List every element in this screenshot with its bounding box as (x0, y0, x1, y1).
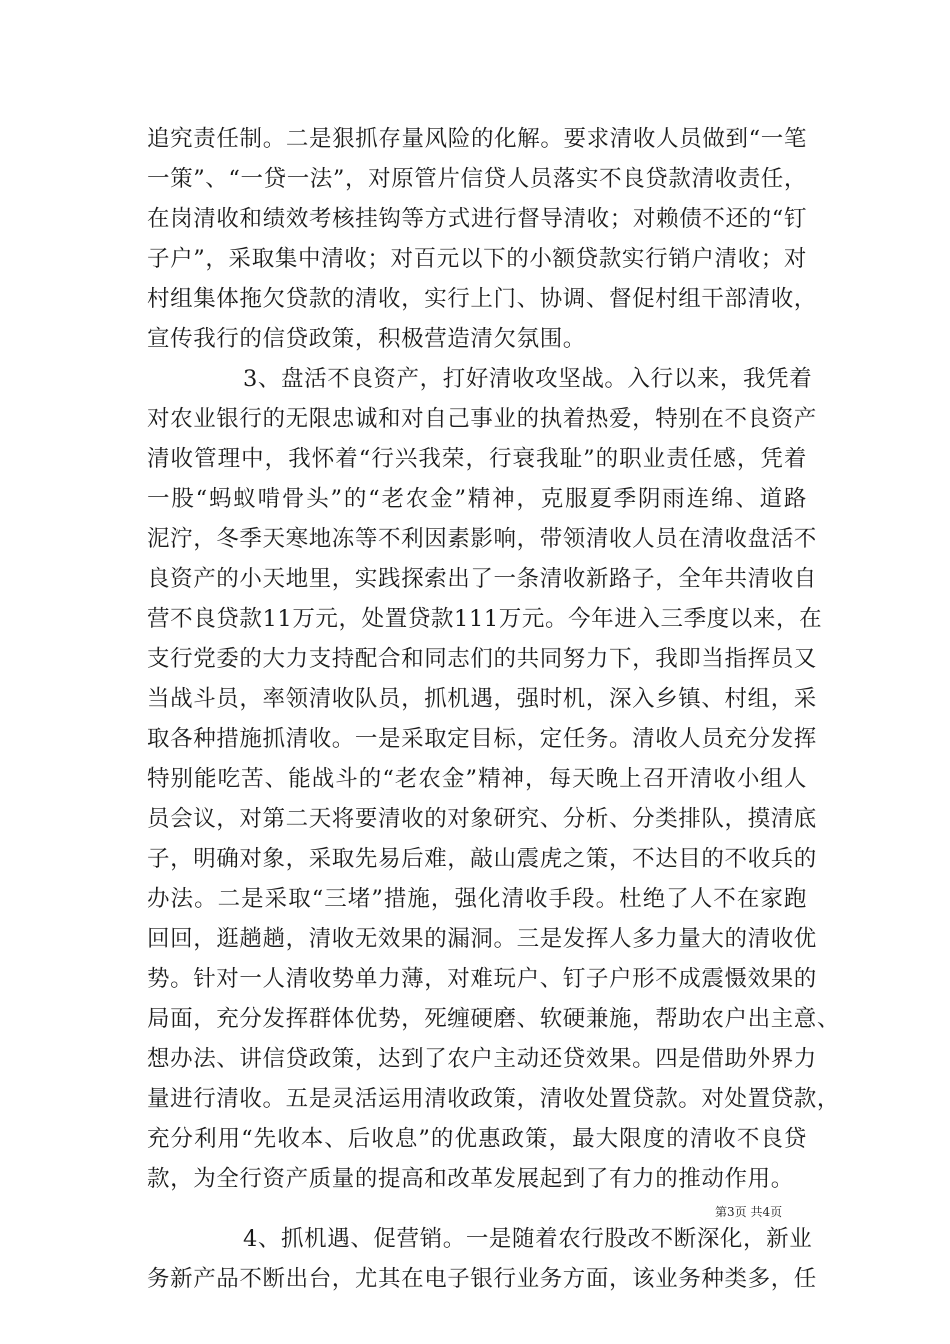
text-line: 清收管理中，我怀着“行兴我荣，行衰我耻”的职业责任感，凭着 (147, 446, 807, 472)
text-line: 当战斗员，率领清收队员，抓机遇，强时机，深入乡镇、村组，采 (147, 686, 817, 712)
text-line: 回回，逛趟趟，清收无效果的漏洞。三是发挥人多力量大的清收优 (147, 926, 817, 952)
text-line: 一股“蚂蚁啃骨头”的“老农金”精神，克服夏季阴雨连绵、道路 (147, 486, 807, 512)
text-line: 良资产的小天地里，实践探索出了一条清收新路子，全年共清收自 (147, 566, 817, 592)
text-line: 子户”，采取集中清收；对百元以下的小额贷款实行销户清收；对 (147, 246, 807, 272)
text-line: 务新产品不断出台，尤其在电子银行业务方面，该业务种类多，任 (147, 1266, 817, 1292)
text-line: 在岗清收和绩效考核挂钩等方式进行督导清收；对赖债不还的“钉 (147, 206, 807, 232)
text-line: 村组集体拖欠贷款的清收，实行上门、协调、督促村组干部清收， (147, 286, 817, 312)
paragraph-heading-4: 4、抓机遇、促营销。一是随着农行股改不断深化，新业 (243, 1226, 813, 1252)
text-line: 追究责任制。二是狠抓存量风险的化解。要求清收人员做到“一笔 (147, 126, 807, 152)
text-line: 营不良贷款11万元，处置贷款111万元。今年进入三季度以来，在 (147, 606, 823, 632)
page-number-footer: 第3页 共4页 (715, 1205, 783, 1219)
text-line: 量进行清收。五是灵活运用清收政策，清收处置贷款。对处置贷款， (147, 1086, 841, 1112)
text-line: 宣传我行的信贷政策，积极营造清欠氛围。 (147, 326, 586, 352)
text-line: 想办法、讲信贷政策，达到了农户主动还贷效果。四是借助外界力 (147, 1046, 817, 1072)
text-line: 局面，充分发挥群体优势，死缠硬磨、软硬兼施，帮助农户出主意、 (147, 1006, 841, 1032)
paragraph-heading-3: 3、盘活不良资产，打好清收攻坚战。入行以来，我凭着 (243, 366, 813, 392)
text-line: 泥泞，冬季天寒地冻等不利因素影响，带领清收人员在清收盘活不 (147, 526, 817, 552)
text-line: 支行党委的大力支持配合和同志们的共同努力下，我即当指挥员又 (147, 646, 817, 672)
text-line: 办法。二是采取“三堵”措施，强化清收手段。杜绝了人不在家跑 (147, 886, 807, 912)
text-line: 特别能吃苦、能战斗的“老农金”精神，每天晚上召开清收小组人 (147, 766, 807, 792)
text-line: 一策”、“一贷一法”，对原管片信贷人员落实不良贷款清收责任， (147, 166, 808, 192)
text-line: 子，明确对象，采取先易后难，敲山震虎之策，不达目的不收兵的 (147, 846, 817, 872)
text-line: 款，为全行资产质量的提高和改革发展起到了有力的推动作用。 (147, 1166, 794, 1192)
text-line: 势。针对一人清收势单力薄，对难玩户、钉子户形不成震慑效果的 (147, 966, 817, 992)
text-line: 充分利用“先收本、后收息”的优惠政策，最大限度的清收不良贷 (147, 1126, 807, 1152)
text-line: 员会议，对第二天将要清收的对象研究、分析、分类排队，摸清底 (147, 806, 817, 832)
text-line: 对农业银行的无限忠诚和对自己事业的执着热爱，特别在不良资产 (147, 406, 817, 432)
text-line: 取各种措施抓清收。一是采取定目标，定任务。清收人员充分发挥 (147, 726, 817, 752)
